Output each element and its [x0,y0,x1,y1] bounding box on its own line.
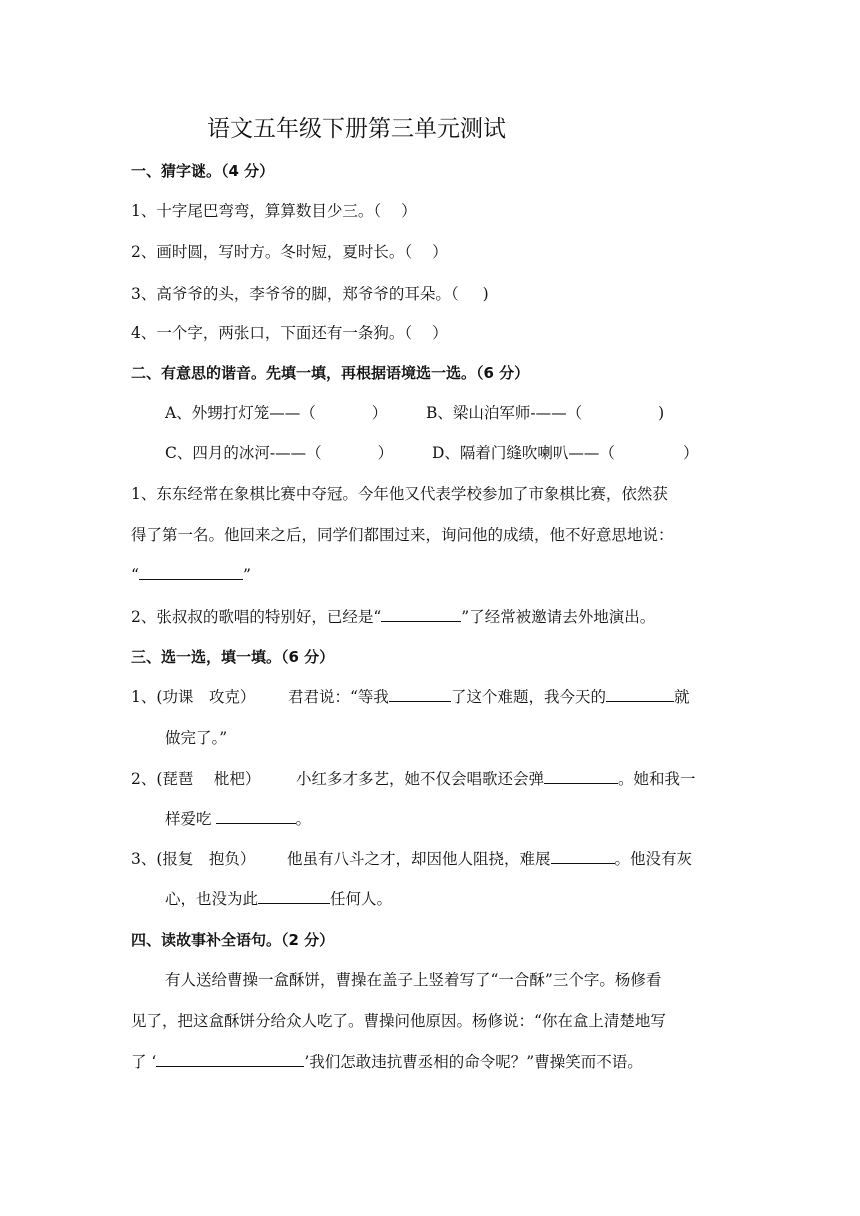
section1-heading: 一、猜字谜。（4 分） [131,162,275,180]
passage-1-line2: 得了第一名。他回来之后，同学们都围过来，询问他的成绩，他不好意思地说： [131,526,674,544]
riddle-2-text: 2、画时圆，写时方。冬时短，夏时长。（ [131,243,413,261]
choice-q3-line1: 他虽有八斗之才，却因他人阻挠，难展 。他没有灰 [287,850,693,868]
story-line2: 见了，把这盒酥饼分给众人吃了。曹操问他原因。杨修说：“你在盒上清楚地写 [131,1012,666,1030]
choice-q2-line2: 样爱吃 。 [165,810,312,828]
riddle-4 [131,322,448,344]
answer-blank[interactable] [381,606,461,622]
riddle-2 [131,241,448,263]
passage-1-line1: 1、东东经常在象棋比赛中夺冠。今年他又代表学校参加了市象棋比赛，依然获 [131,485,668,503]
riddle-3 [131,283,489,305]
riddle-1-answer-close: ） [401,202,417,220]
page-title: 语文五年级下册第三单元测试 [207,116,506,142]
riddle-3-answer-close: ) [482,285,489,303]
answer-blank[interactable] [389,686,451,702]
choice-q2-words: 2、(琵琶 枇杷） [131,770,261,788]
choice-q1-line2: 做完了。” [165,729,228,747]
riddle-2-answer-close: ） [432,243,448,261]
passage-2: 2、张叔叔的歌唱的特别好，已经是“ ”了经常被邀请去外地演出。 [131,608,656,626]
answer-blank[interactable] [606,686,674,702]
option-b: B、梁山泊军师-——（ ) [426,404,665,422]
choice-q1-line1: 君君说：“等我 了这个难题，我今天的 就 [288,688,690,706]
riddle-1-text: 1、十字尾巴弯弯，算算数目少三。（ [131,202,382,220]
riddle-3-text: 3、高爷爷的头，李爷爷的脚，郑爷爷的耳朵。（ [131,285,459,303]
option-b-text: B、梁山泊军师-——（ [426,404,583,422]
section4-heading: 四、读故事补全语句。（2 分） [131,931,335,949]
option-d: D、隔着门缝吹喇叭——（ ） [432,444,699,462]
option-c-text: C、四月的冰河-——（ [165,444,322,462]
story-line3: 了 ‘ ’我们怎敢违抗曹丞相的命令呢？”曹操笑而不语。 [131,1053,643,1071]
option-d-text: D、隔着门缝吹喇叭——（ [432,444,615,462]
answer-blank[interactable] [139,564,243,580]
answer-blank[interactable] [551,848,615,864]
choice-q3-line2: 心，也没为此 任何人。 [165,890,393,908]
option-c: C、四月的冰河-——（ ） [165,444,394,462]
option-a: A、外甥打灯笼——（ ） [165,404,388,422]
answer-blank[interactable] [216,808,296,824]
riddle-1 [131,200,417,222]
answer-blank[interactable] [544,768,618,784]
choice-q2-line1: 小红多才多艺，她不仅会唱歌还会弹 。她和我一 [296,770,696,788]
option-a-text: A、外甥打灯笼——（ [165,404,316,422]
section3-heading: 三、选一选，填一填。（6 分） [131,648,335,666]
choice-q3-words: 3、(报复 抱负） [131,850,256,868]
answer-blank[interactable] [258,888,330,904]
riddle-4-answer-close: ） [432,324,448,342]
section2-heading: 二、有意思的谐音。先填一填，再根据语境选一选。（6 分） [131,364,530,382]
choice-q1-words: 1、(功课 攻克） [131,688,256,706]
riddle-4-text: 4、一个字，两张口，下面还有一条狗。（ [131,324,413,342]
story-line1: 有人送给曹操一盒酥饼，曹操在盖子上竖着写了“一合酥”三个字。杨修看 [165,971,662,989]
answer-blank[interactable] [156,1051,304,1067]
passage-1-line3: “ ” [131,566,251,584]
